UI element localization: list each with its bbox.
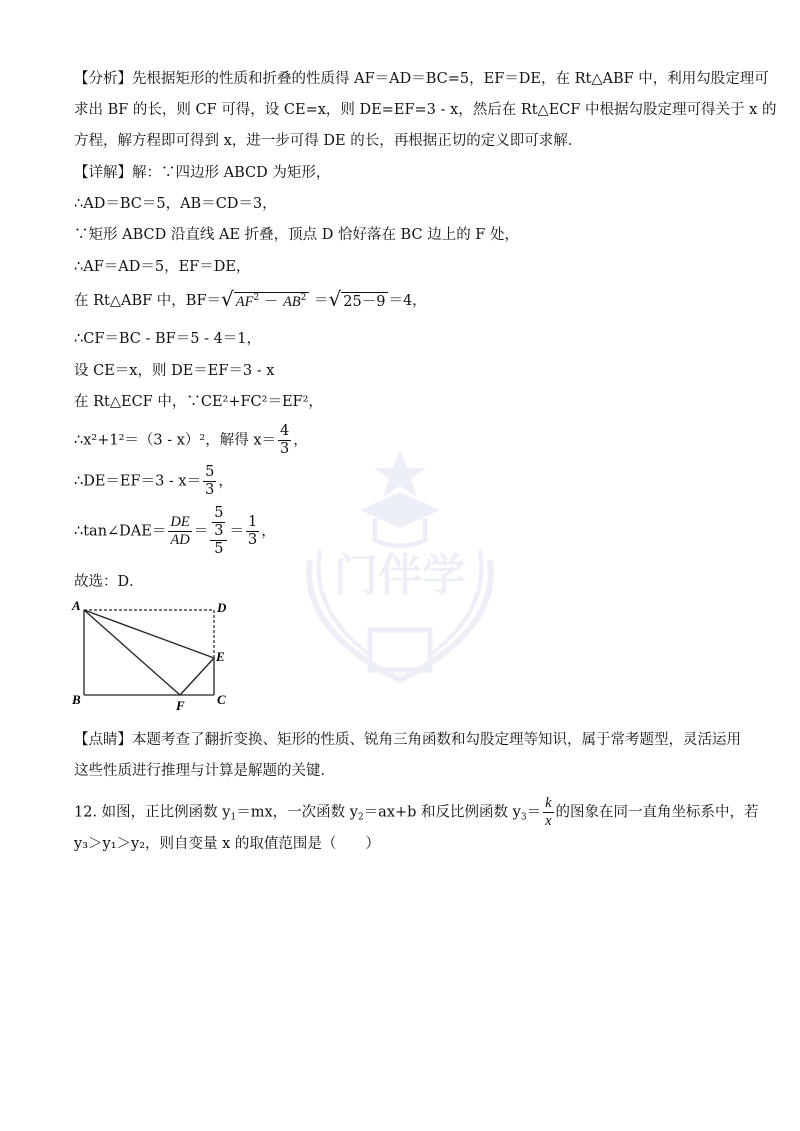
question-12-line-2: y₃＞y₁＞y₂，则自变量 x 的取值范围是（ ） <box>74 836 380 852</box>
fraction-k-over-x: $\frac{k}{x}$ <box>545 795 552 829</box>
fraction-one-third: $\frac{1}{3}$ <box>247 514 258 548</box>
fraction-five-thirds: $\frac{5}{3}$ <box>205 464 215 498</box>
label-f: F <box>176 698 185 713</box>
analysis-line-1: 【分析】先根据矩形的性质和折叠的性质得 AF＝AD＝BC=5，EF＝DE，在 Rt△ABF 中，利用勾股定理可 <box>74 71 769 87</box>
label-b: B <box>72 692 81 707</box>
fraction-complex: $\frac{\frac{5}{3}}{5}$ <box>210 505 227 558</box>
detail-choice: 故选：D． <box>74 574 144 590</box>
question-12-line-1: 12. 如图，正比例函数 $y_1=mx$，一次函数 $y_2=ax+b$ 和反比例函数 $y_3=$ $\frac{k}{x}$ 的图象在同一直角坐标系中，若 <box>74 795 759 829</box>
detail-label: 【详解】 <box>74 165 132 181</box>
segment-af <box>84 610 180 695</box>
watermark <box>280 440 520 700</box>
rectangle-fold-diagram <box>70 596 270 716</box>
sqrt-expression-1: √ $AF^2 - AB^2$ <box>221 290 309 312</box>
detail-step-9: ∴DE＝EF＝3 - x＝ $\frac{5}{3}$ ， <box>74 464 233 498</box>
analysis-line-3: 方程，解方程即可得到 x，进一步可得 DE 的长，再根据正切的定义即可求解． <box>74 133 583 149</box>
detail-step-8: ∴x²+1²＝（3 - x）²，解得 x＝ $\frac{4}{3}$ ， <box>74 423 308 457</box>
detail-step-6: 设 CE＝x，则 DE＝EF＝3 - x <box>74 363 275 379</box>
detail-step-3: ∴AF＝AD＝5，EF＝DE， <box>74 259 251 275</box>
sqrt-expression-2: √ 25－9 <box>329 290 389 312</box>
segment-ae <box>84 610 214 658</box>
fraction-de-over-ad: $\frac{DE}{AD}$ <box>170 514 190 548</box>
label-a: A <box>72 598 81 613</box>
comment-line-1: 【点睛】本题考查了翻折变换、矩形的性质、锐角三角函数和勾股定理等知识，属于常考题型，灵活运用 <box>74 732 741 748</box>
label-d: D <box>217 600 227 615</box>
geometry-figure <box>70 596 270 720</box>
analysis-label: 【分析】 <box>74 71 132 87</box>
comment-label: 【点睛】 <box>74 732 132 748</box>
detail-step-5: ∴CF＝BC - BF＝5 - 4＝1， <box>74 331 262 347</box>
watermark-text: 门伴学 <box>334 550 466 601</box>
analysis-line-2: 求出 BF 的长，则 CF 可得，设 CE=x，则 DE=EF=3 - x，然后在 Rt△ECF 中根据勾股定理可得关于 x 的 <box>74 102 777 118</box>
comment-line-2: 这些性质进行推理与计算是解题的关键． <box>74 763 335 779</box>
fraction-four-thirds: $\frac{4}{3}$ <box>280 423 290 457</box>
watermark-logo-icon <box>280 440 520 700</box>
detail-step-10: ∴tan∠DAE＝ $\frac{DE}{AD}$ ＝ $\frac{\frac{5}{3}}{5}$ ＝ $\frac{1}{3}$ ， <box>74 505 276 557</box>
detail-step-1: ∴AD＝BC＝5，AB＝CD＝3， <box>74 196 277 212</box>
label-c: C <box>217 692 226 707</box>
detail-step-4: 在 Rt△ABF 中，BF＝√ $AF^2 - AB^2$ ＝√ 25－9 ＝4， <box>74 287 427 311</box>
label-e: E <box>216 649 225 664</box>
question-number: 12. <box>74 804 98 821</box>
detail-step-2: ∵矩形 ABCD 沿直线 AE 折叠，顶点 D 恰好落在 BC 边上的 F 处， <box>74 227 519 243</box>
detail-step-7: 在 Rt△ECF 中，∵CE²+FC²＝EF²， <box>74 394 323 410</box>
segment-fe <box>180 658 214 695</box>
detail-line-intro: 【详解】解：∵四边形 ABCD 为矩形， <box>74 165 331 181</box>
